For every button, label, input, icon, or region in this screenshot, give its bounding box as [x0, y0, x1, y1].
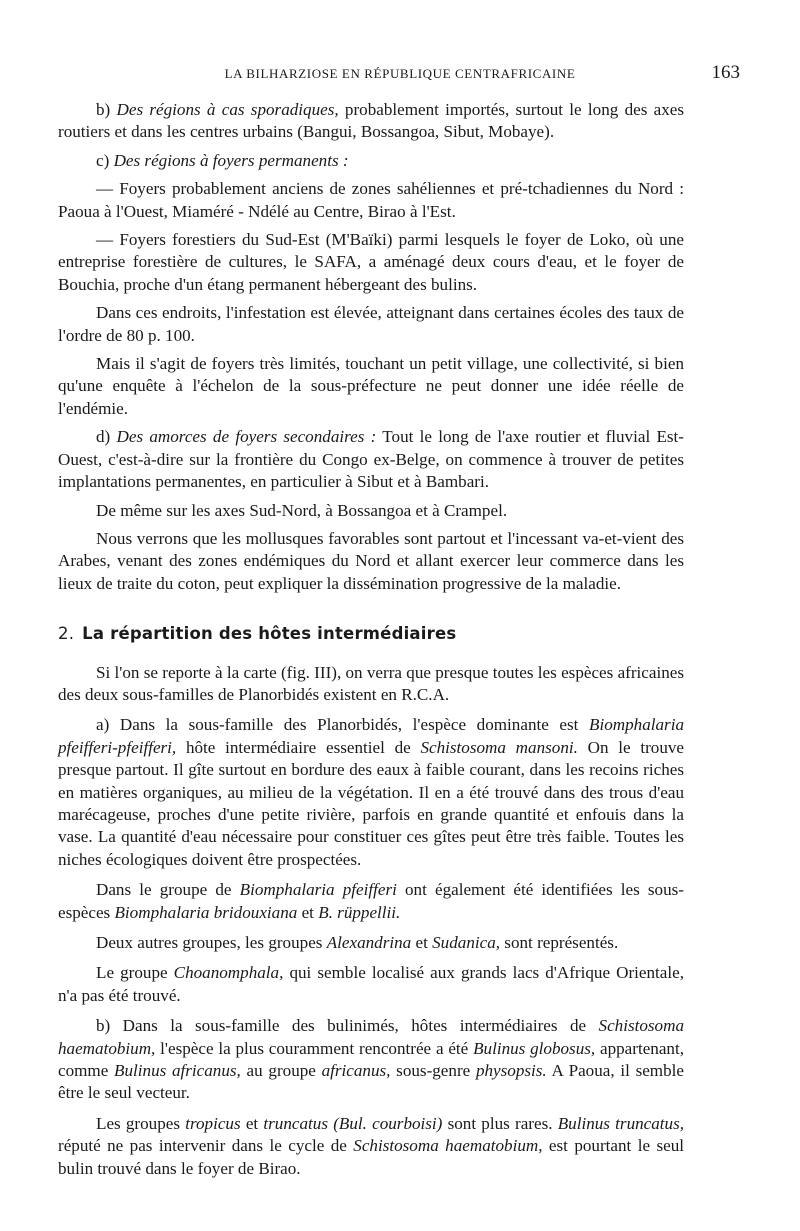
- paragraph: [58, 500, 684, 522]
- text-run: — Foyers forestiers du Sud-Est (M'Baïki) parmi lesquels le foyer de Loko, où une entreprise forestière de cultures, le SAFA, a aménagé deux cours d'eau, et le foyer de Bouchia, proche d'un étang permanent hébergeant des bulins.: [58, 230, 684, 294]
- page-number: 163: [711, 62, 740, 83]
- italic-text: Biomphalaria bridouxiana: [114, 902, 298, 922]
- italic-text: africanus,: [321, 1061, 391, 1081]
- paragraphs-after-section: [58, 662, 684, 1181]
- text-run: Mais il s'agit de foyers très limités, touchant un petit village, une collectivité, si bien qu'une enquête à l'échelon de la sous-préfecture ne peut donner une idée réelle de l'endémie.: [58, 354, 684, 418]
- italic-text: Bulinus globosus,: [473, 1038, 596, 1058]
- paragraph: [58, 302, 684, 347]
- text-run: et: [240, 1113, 264, 1133]
- paragraph: [58, 229, 684, 296]
- text-run: appartenant, comme: [58, 1038, 684, 1081]
- text-run: est pourtant le seul bulin trouvé dans le foyer de Birao.: [58, 1136, 684, 1178]
- paragraph: [58, 178, 684, 223]
- text-run: sous-genre: [390, 1061, 476, 1081]
- page-header: [60, 62, 740, 90]
- italic-text: Sudanica,: [432, 933, 501, 952]
- italic-text: Bulinus truncatus,: [557, 1113, 685, 1133]
- text-run: et: [297, 902, 319, 922]
- section-heading: [58, 623, 684, 645]
- text-run: réputé ne pas intervenir dans le cycle de: [58, 1136, 354, 1156]
- paragraph: [58, 150, 684, 172]
- text-run: sont représentés.: [500, 933, 619, 952]
- italic-text: physopsis.: [475, 1061, 547, 1081]
- paragraph: [58, 353, 684, 420]
- text-run: d): [96, 427, 117, 447]
- text-run: — Foyers probablement anciens de zones sahéliennes et pré-tchadiennes du Nord : Paoua à l'Ouest, Miaméré - Ndélé au Centre, Birao à l'Est.: [58, 179, 684, 221]
- paragraph: [58, 426, 684, 493]
- italic-text: truncatus (Bul. courboisi): [263, 1113, 443, 1133]
- text-run: b) Dans la sous-famille des bulinimés, hôtes intermédiaires de: [96, 1016, 599, 1036]
- text-run: sont plus rares.: [442, 1113, 558, 1133]
- paragraph: [58, 879, 684, 924]
- text-run: On le trouve presque partout. Il gîte surtout en bordure des eaux à faible courant, dans les recoins riches en matières organiques, au milieu de la végétation. Il en a été trouvé dans des trous d'eau marécageuse, proches d'une petite rivière, parfois en grande quantité et enfouis dans la vase. La quantité d'eau nécessaire pour constituer ces gîtes peut être très faible. Toutes les niches écologiques doivent être prospectées.: [58, 737, 685, 869]
- text-run: c): [96, 150, 114, 170]
- text-run: et: [411, 933, 433, 952]
- text-run: b): [96, 100, 117, 119]
- italic-text: Schistosoma haematobium,: [58, 1016, 684, 1058]
- paragraph: [58, 962, 684, 1007]
- running-title: LA BILHARZIOSE EN RÉPUBLIQUE CENTRAFRICAINE: [224, 66, 576, 81]
- paragraph: [58, 932, 684, 954]
- body-text: [58, 99, 684, 1180]
- text-run: ont également été identifiées les sous-espèces: [58, 880, 684, 922]
- text-run: Les groupes: [96, 1113, 186, 1133]
- italic-text: Des régions à foyers permanents :: [113, 150, 349, 170]
- paragraph: [58, 528, 684, 595]
- text-run: Dans le groupe de: [96, 880, 240, 900]
- italic-text: Des régions à cas sporadiques,: [116, 100, 339, 119]
- text-run: Le groupe: [96, 963, 174, 983]
- section-title: La répartition des hôtes intermédiaires: [82, 624, 457, 644]
- italic-text: Bulinus africanus,: [114, 1061, 241, 1081]
- text-run: au groupe: [240, 1061, 322, 1081]
- italic-text: Schistosoma mansoni.: [420, 737, 578, 757]
- italic-text: Choanomphala,: [173, 963, 284, 983]
- paragraph: [58, 99, 684, 144]
- text-run: Deux autres groupes, les groupes: [96, 933, 327, 952]
- text-run: a) Dans la sous-famille des Planorbidés, l'espèce dominante est: [96, 715, 590, 735]
- text-run: l'espèce la plus couramment rencontrée a été: [155, 1038, 474, 1058]
- italic-text: Schistosoma haematobium,: [353, 1136, 543, 1156]
- text-run: probablement importés, surtout le long des axes routiers et dans les centres urbains (Bangui, Bossangoa, Sibut, Mobaye).: [58, 100, 685, 142]
- paragraph: [58, 714, 684, 871]
- paragraph: [58, 1113, 684, 1180]
- text-run: hôte intermédiaire essentiel de: [176, 737, 421, 757]
- text-run: Si l'on se reporte à la carte (fig. III), on verra que presque toutes les espèces africaines des deux sous-familles de Planorbidés existent en R.C.A.: [58, 662, 684, 704]
- text-run: Dans ces endroits, l'infestation est élevée, atteignant dans certaines écoles des taux de l'ordre de 80 p. 100.: [58, 303, 684, 345]
- text-run: qui semble localisé aux grands lacs d'Afrique Orientale, n'a pas été trouvé.: [58, 963, 684, 1005]
- section-number: 2.: [58, 624, 75, 644]
- text-run: De même sur les axes Sud-Nord, à Bossangoa et à Crampel.: [96, 500, 508, 520]
- text-run: Tout le long de l'axe routier et fluvial Est-Ouest, c'est-à-dire sur la frontière du Congo ex-Belge, on commence à trouver de petites implantations permanentes, en particulier à Sibut et à Bambari.: [58, 427, 684, 492]
- italic-text: tropicus: [185, 1113, 241, 1133]
- paragraph: [58, 662, 684, 707]
- paragraphs-before-section: [58, 99, 684, 595]
- italic-text: Biomphalaria pfeifferi: [239, 880, 397, 900]
- italic-text: Alexandrina: [326, 933, 412, 952]
- paragraph: [58, 1015, 684, 1105]
- italic-text: Des amorces de foyers secondaires :: [116, 427, 377, 447]
- text-run: Nous verrons que les mollusques favorables sont partout et l'incessant va-et-vient des Arabes, venant des zones endémiques du Nord et allant exercer leur commerce dans les lieux de traite du coton, peut expliquer la dissémination progressive de la maladie.: [58, 528, 684, 593]
- italic-text: B. rüppellii.: [318, 902, 401, 922]
- text-run: A Paoua, il semble être le seul vecteur.: [58, 1061, 684, 1103]
- italic-text: Biomphalaria pfeifferi-pfeifferi,: [58, 715, 684, 757]
